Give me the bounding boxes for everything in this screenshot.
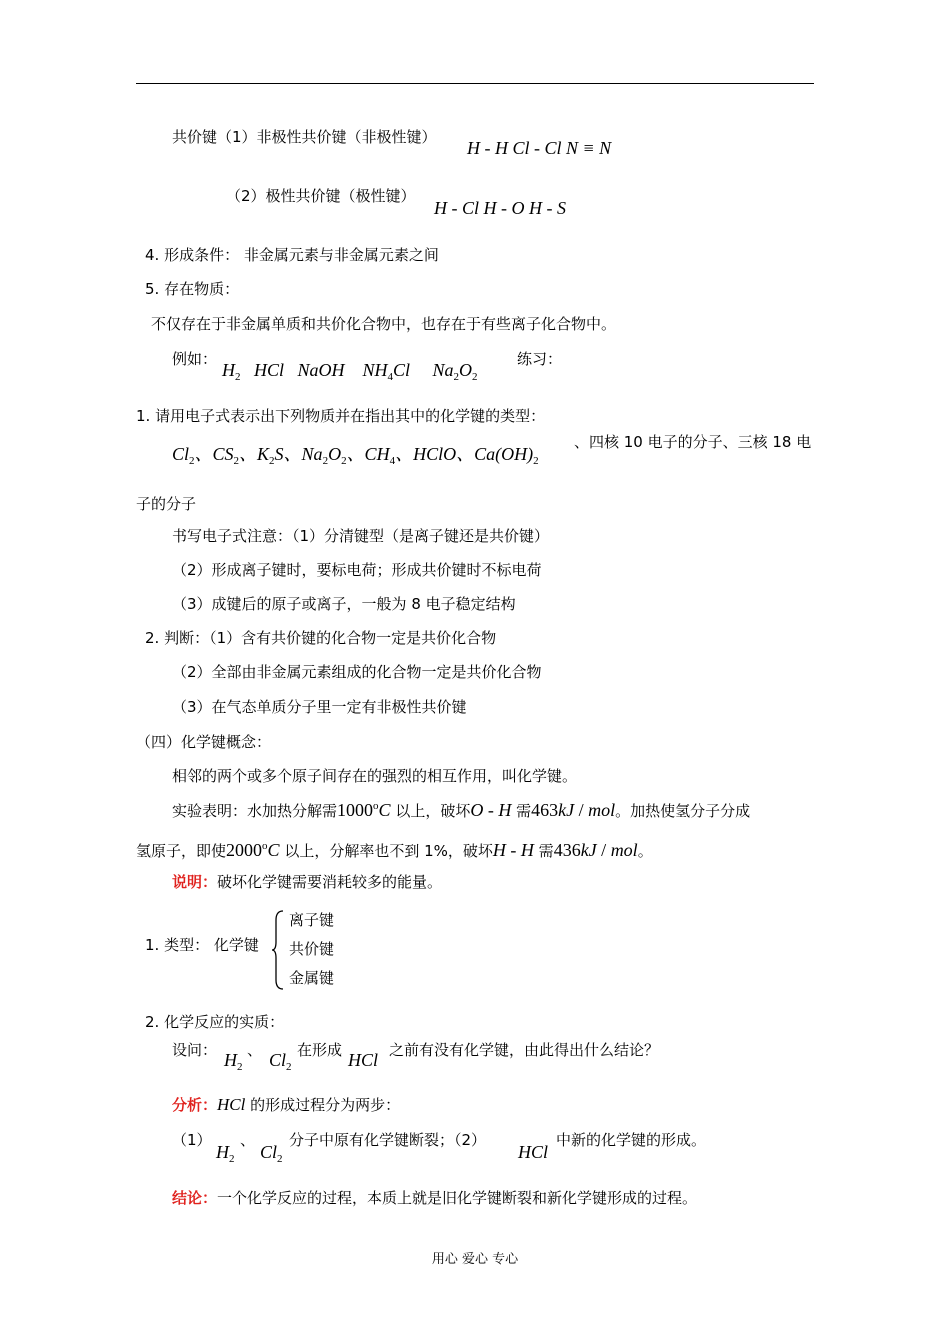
experiment-text-h: 。	[637, 842, 653, 860]
temp-1000: 1000$^o$C	[337, 800, 391, 820]
formula-polar: H - Cl H - O H - S	[434, 198, 566, 218]
brace-icon	[271, 910, 285, 990]
step-cl2: $Cl_2$	[260, 1142, 283, 1165]
conclusion-line	[172, 1188, 697, 1208]
step-sep: 、	[240, 1131, 256, 1149]
essence-line	[145, 1012, 284, 1032]
formula-nonpolar: H - H Cl - Cl N ≡ N	[467, 138, 612, 158]
exercise-formulas: $Cl_2$、$CS_2$、$K_2S$、$Na_2O_2$、$CH_4$、HClO、$Ca(OH)_2$	[172, 444, 539, 467]
exercise-tail-2: 子的分子	[136, 495, 197, 513]
exercise-text: 请用电子式表示出下列物质并在指出其中的化学键的类型：	[155, 407, 546, 425]
note-line-1: 书写电子式注意：（1）分清键型（是离子键还是共价键）	[172, 527, 550, 545]
question-text-b: 之前有没有化学键，由此得出什么结论？	[389, 1041, 660, 1059]
analysis-label: 分析：	[172, 1096, 218, 1114]
question-text-a: 在形成	[297, 1041, 343, 1059]
line-nonpolar-bond: 共价键（1）非极性共价键（非极性键）	[172, 128, 437, 146]
experiment-line-1	[172, 796, 750, 821]
conclusion-text: 一个化学反应的过程，本质上就是旧化学键断裂和新化学键形成的过程。	[217, 1189, 698, 1207]
example-formulas: $H_2$ HCl NaOH $NH_4Cl$ $Na_2O_2$	[222, 360, 478, 383]
type-metallic: 金属键	[289, 969, 335, 987]
question-sep: 、	[247, 1041, 263, 1059]
question-cl2: $Cl_2$	[269, 1050, 292, 1073]
exercise-tail: 、四核 10 电子的分子、三核 18 电	[574, 433, 812, 451]
exercise-label: 练习：	[517, 350, 563, 368]
note-line-2: （2）形成离子键时，要标电荷；形成共价键时不标电荷	[172, 561, 542, 579]
note-line-3: （3）成键后的原子或离子，一般为 8 电子稳定结构	[172, 595, 516, 613]
step-text-a: 分子中原有化学键断裂；（2）	[289, 1131, 487, 1149]
example-label: 例如：	[172, 350, 218, 368]
line-polar-bond: （2）极性共价键（极性键）	[226, 187, 416, 205]
step-label: （1）	[172, 1131, 212, 1149]
essence-text: 化学反应的实质：	[164, 1013, 285, 1031]
bond-hh: H - H	[492, 840, 534, 860]
experiment-text-b: 以上，破坏	[395, 802, 471, 820]
experiment-line-2	[136, 836, 653, 861]
judge-line-2: （2）全部由非金属元素组成的化合物一定是共价化合物	[172, 663, 542, 681]
experiment-text-e: 氢原子，即使	[136, 842, 227, 860]
item-number: 4.	[145, 246, 160, 264]
explanation-line	[172, 872, 442, 892]
item-number: 1.	[145, 936, 160, 954]
definition-line: 相邻的两个或多个原子间存在的强烈的相互作用，叫化学键。	[172, 767, 578, 785]
temp-2000: 2000$^o$C	[226, 840, 280, 860]
step-text-b: 中新的化学键的形成。	[556, 1131, 707, 1149]
analysis-line	[172, 1095, 400, 1115]
experiment-text-c: 需	[516, 802, 532, 820]
type-covalent: 共价键	[289, 940, 335, 958]
explanation-text: 破坏化学键需要消耗较多的能量。	[217, 873, 443, 891]
analysis-text: 的形成过程分为两步：	[250, 1096, 401, 1114]
item-number: 5.	[145, 280, 160, 298]
analysis-hcl: HCl	[217, 1095, 246, 1114]
line-condition	[145, 245, 439, 265]
conclusion-label: 结论：	[172, 1189, 218, 1207]
header-rule	[136, 83, 814, 84]
experiment-text-f: 以上，分解率也不到 1%，破坏	[284, 842, 493, 860]
line-exercise-1	[136, 406, 545, 426]
experiment-text-d: 。加热使氢分子分成	[615, 802, 751, 820]
type-text: 类型： 化学键	[164, 936, 259, 954]
step-hcl: HCl	[518, 1142, 549, 1162]
judge-line-3: （3）在气态单质分子里一定有非极性共价键	[172, 698, 467, 716]
judge-line-1	[145, 628, 496, 648]
experiment-text-a: 实验表明：水加热分解需	[172, 802, 338, 820]
explanation-label: 说明：	[172, 873, 218, 891]
question-h2: $H_2$	[224, 1050, 243, 1073]
item-number: 2.	[145, 1013, 160, 1031]
bond-oh: O - H	[470, 800, 512, 820]
condition-text: 形成条件： 非金属元素与非金属元素之间	[164, 246, 439, 264]
item-number: 1.	[136, 407, 151, 425]
question-label: 设问：	[172, 1041, 218, 1059]
energy-463: 463kJ / mol	[531, 800, 616, 820]
step-h2: $H_2$	[216, 1142, 235, 1165]
type-ionic: 离子键	[289, 911, 335, 929]
line-existence-detail: 不仅存在于非金属单质和共价化合物中，也存在于有些离子化合物中。	[151, 315, 617, 333]
judge-text: 判断：（1）含有共价键的化合物一定是共价化合物	[164, 629, 497, 647]
question-hcl: HCl	[348, 1050, 379, 1070]
energy-436: 436kJ / mol	[553, 840, 638, 860]
experiment-text-g: 需	[538, 842, 554, 860]
existence-text: 存在物质：	[164, 280, 240, 298]
section-heading: （四）化学键概念：	[136, 733, 272, 751]
page-footer: 用心 爱心 专心	[431, 1252, 519, 1267]
type-line	[145, 935, 259, 955]
line-existence	[145, 279, 239, 299]
item-number: 2.	[145, 629, 160, 647]
